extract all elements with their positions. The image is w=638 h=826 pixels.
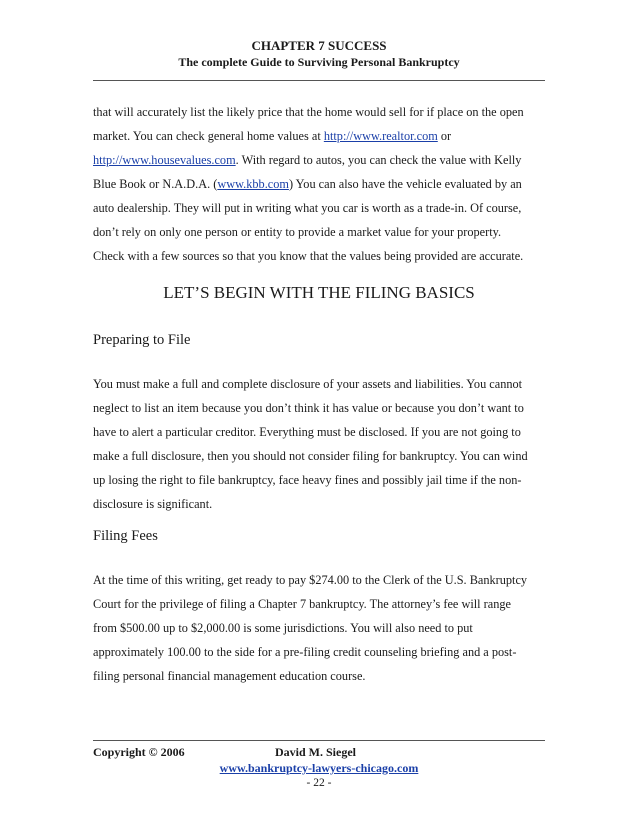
text-line [93, 124, 545, 148]
housevalues-link[interactable]: http://www.housevalues.com [93, 153, 236, 167]
footer-url-link[interactable]: www.bankruptcy-lawyers-chicago.com [219, 761, 419, 775]
intro-paragraph [93, 100, 545, 268]
page-number: - 22 - [306, 777, 332, 789]
subheading-fees: Filing Fees [93, 528, 158, 544]
realtor-link[interactable]: http://www.realtor.com [323, 129, 438, 143]
text-span: or [437, 129, 452, 143]
kbb-link[interactable]: www.kbb.com [217, 177, 289, 191]
text-line: up losing the right to file bankruptcy, face heavy fines and possibly jail time if the non- [93, 473, 522, 487]
text-line: At the time of this writing, get ready to pay $274.00 to the Clerk of the U.S. Bankruptcy [93, 573, 528, 587]
text-line: from $500.00 up to $2,000.00 is some jurisdictions. You will also need to put [93, 621, 473, 635]
footer-rule [93, 740, 545, 741]
text-line: Check with a few sources so that you know that the values being provided are accurate. [93, 249, 524, 263]
text-line: filing personal financial management education course. [93, 669, 366, 683]
header-rule [93, 80, 545, 81]
text-span: . With regard to autos, you can check the value with Kelly [235, 153, 522, 167]
fees-paragraph [93, 568, 545, 688]
text-line: You must make a full and complete disclosure of your assets and liabilities. You cannot [93, 377, 523, 391]
text-line: neglect to list an item because you don’t think it has value or because you don’t want to [93, 401, 524, 415]
text-line: auto dealership. They will put in writing what you car is worth as a trade-in. Of course, [93, 201, 522, 215]
page-header [93, 38, 545, 70]
subheading-preparing: Preparing to File [93, 332, 191, 348]
text-span: market. You can check general home values at [93, 129, 324, 143]
text-line: make a full disclosure, then you should not consider filing for bankruptcy. You can wind [93, 449, 528, 463]
text-span: ) You can also have the vehicle evaluated by an [288, 177, 522, 191]
text-line: have to alert a particular creditor. Everything must be disclosed. If you are not going to [93, 425, 521, 439]
header-title: CHAPTER 7 SUCCESS [251, 38, 387, 53]
text-line: don’t rely on only one person or entity to provide a market value for your property. [93, 225, 502, 239]
text-line: approximately 100.00 to the side for a pre-filing credit counseling briefing and a post- [93, 645, 517, 659]
section-heading: LET’S BEGIN WITH THE FILING BASICS [163, 283, 475, 302]
footer-copyright: Copyright © 2006 [93, 745, 185, 759]
text-line: disclosure is significant. [93, 497, 213, 511]
text-line [93, 172, 545, 196]
text-span: Blue Book or N.A.D.A. ( [93, 177, 218, 191]
preparing-paragraph [93, 372, 545, 516]
footer-author: David M. Siegel [275, 745, 356, 759]
header-subtitle: The complete Guide to Surviving Personal Bankruptcy [178, 55, 460, 69]
text-line: Court for the privilege of filing a Chapter 7 bankruptcy. The attorney’s fee will range [93, 597, 511, 611]
text-line [93, 148, 545, 172]
text-line: that will accurately list the likely price that the home would sell for if place on the open [93, 105, 524, 119]
